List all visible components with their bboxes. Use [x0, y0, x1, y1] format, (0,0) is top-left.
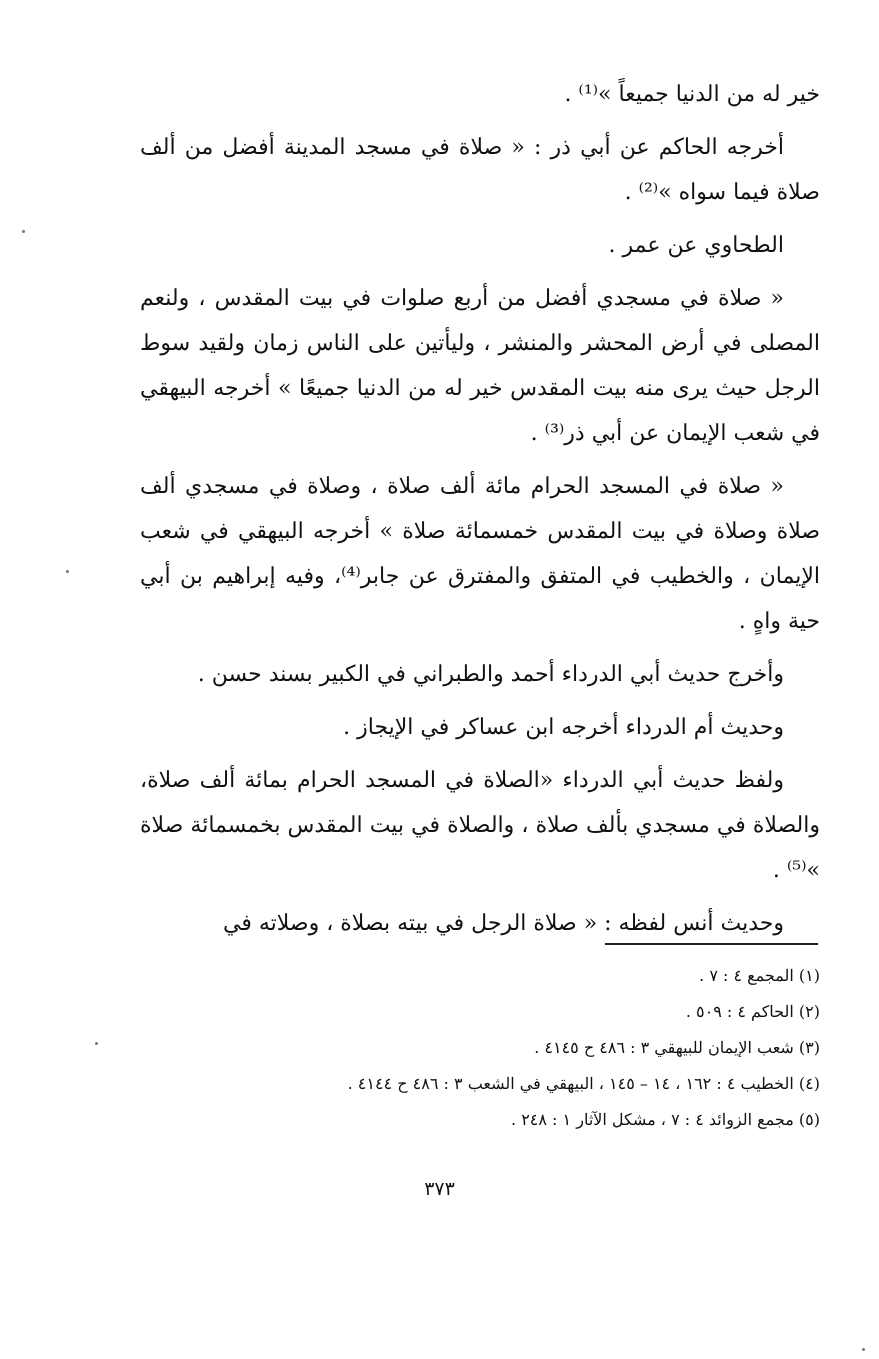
scan-speck: [95, 1042, 98, 1045]
paragraph-hadith-bayt-al-maqdis: « صلاة في مسجدي أفضل من أربع صلوات في بيت المقدس ، ولنعم المصلى في أرض المحشر والمنشر ، وليأتين على الناس زمان ولقيد سوط الرجل حيث يرى منه بيت المقدس خير له من الدنيا جميعًا » أخرجه البيهقي في شعب الإيمان عن أبي ذر⁽³⁾ .: [140, 286, 820, 446]
paragraph-abu-darda: وأخرج حديث أبي الدرداء أحمد والطبراني في الكبير بسند حسن .: [197, 662, 784, 687]
paragraph-anas: وحديث أنس لفظه : « صلاة الرجل في بيته بصلاة ، وصلاته في: [223, 911, 784, 936]
footnote-5: (٥) مجمع الزوائد ٤ : ٧ ، مشكل الآثار ١ : ٢٤٨ .: [511, 1110, 820, 1129]
page-number: ٣٧٣: [424, 1178, 455, 1200]
paragraph-continuation: خير له من الدنيا جميعاً »⁽¹⁾ .: [564, 82, 820, 107]
paragraph-hakim: أخرجه الحاكم عن أبي ذر : « صلاة في مسجد المدينة أفضل من ألف صلاة فيما سواه »⁽²⁾ .: [140, 135, 820, 205]
scan-speck: [862, 1348, 865, 1351]
paragraph-tahawi: الطحاوي عن عمر .: [608, 233, 784, 258]
scan-speck: [22, 230, 25, 233]
footnote-1: (١) المجمع ٤ : ٧ .: [699, 966, 820, 985]
footnote-3: (٣) شعب الإيمان للبيهقي ٣ : ٤٨٦ ح ٤١٤٥ .: [534, 1038, 820, 1057]
scan-speck: [66, 570, 69, 573]
footnotes: [140, 958, 820, 1138]
footnote-separator: [605, 943, 818, 945]
paragraph-abu-darda-wording: ولفظ حديث أبي الدرداء «الصلاة في المسجد الحرام بمائة ألف صلاة، والصلاة في مسجدي بألف صلاة ، والصلاة في بيت المقدس بخمسمائة صلاة »⁽⁵⁾ .: [140, 768, 820, 883]
footnote-4: (٤) الخطيب ٤ : ١٦٢ ، ١٤ – ١٤٥ ، البيهقي في الشعب ٣ : ٤٨٦ ح ٤١٤٤ .: [347, 1074, 820, 1093]
paragraph-hadith-masjid-haram: « صلاة في المسجد الحرام مائة ألف صلاة ، وصلاة في مسجدي ألف صلاة وصلاة في بيت المقدس خمسمائة صلاة » أخرجه البيهقي في شعب الإيمان ، والخطيب في المتفق والمفترق عن جابر⁽⁴⁾، وفيه إبراهيم بن أبي حية واهٍ .: [140, 474, 820, 634]
footnote-2: (٢) الحاكم ٤ : ٥٠٩ .: [685, 1002, 820, 1021]
main-text: [140, 72, 820, 954]
paragraph-umm-darda: وحديث أم الدرداء أخرجه ابن عساكر في الإيجاز .: [343, 715, 784, 740]
